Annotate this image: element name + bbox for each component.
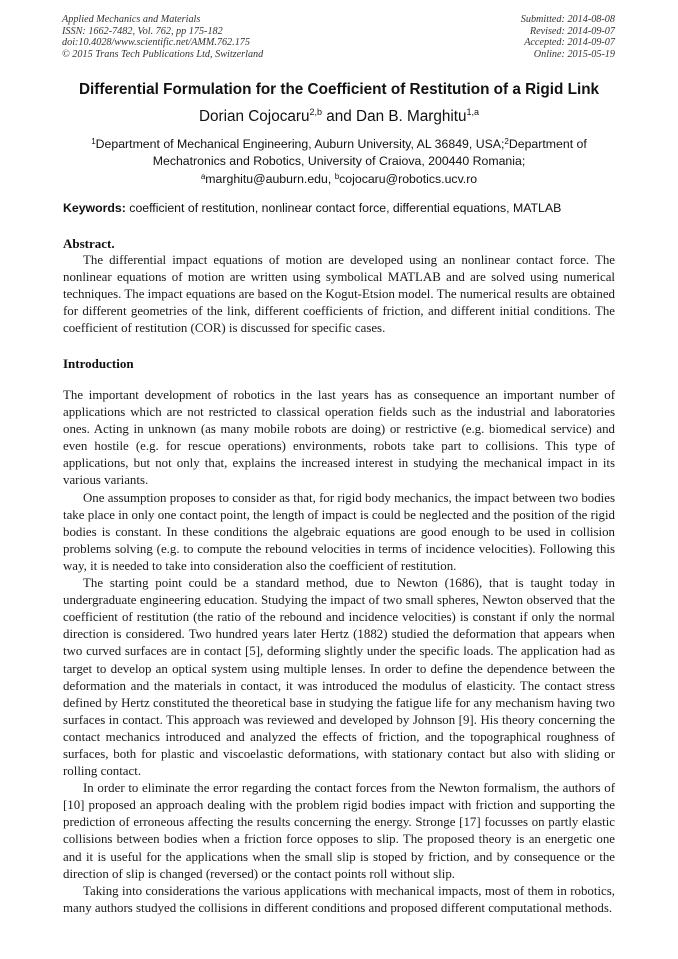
- online-date: Online: 2015-05-19: [533, 48, 615, 60]
- paragraph: Taking into considerations the various applications with mechanical impacts, most of them in robotics, many authors studyed the collisions in different conditions and proposed different computational methods.: [63, 883, 615, 915]
- abstract-body: [63, 252, 615, 337]
- affiliation-marker: 1: [91, 137, 96, 146]
- accepted-date: Accepted: 2014-09-07: [524, 37, 615, 49]
- affiliation-auburn: Department of Mechanical Engineering, Auburn University, AL 36849, USA;: [95, 137, 505, 151]
- keywords-text: coefficient of restitution, nonlinear contact force, differential equations, MATLAB: [125, 201, 562, 215]
- email-link[interactable]: cojocaru@robotics.ucv.ro: [339, 172, 478, 186]
- submitted-date: Submitted: 2014-08-08: [520, 14, 615, 25]
- abstract-paragraph: The differential impact equations of motion are developed using an nonlinear contact force. The nonlinear equations of motion are written using symbolical MATLAB and are solved using numerical techniques. The impact equations are based on the Kogut-Etsion model. The numerical results are obtained for different geometries of the link, different coefficients of friction, and different initial conditions. The coefficient of restitution (COR) is discussed for specific cases.: [63, 253, 615, 336]
- author-affiliation-marker: 1,a: [466, 107, 480, 117]
- revised-date: Revised: 2014-09-07: [529, 25, 615, 37]
- doi-line: doi:10.4028/www.scientific.net/AMM.762.175: [62, 37, 250, 49]
- abstract-heading: Abstract.: [63, 236, 115, 251]
- copyright-line: © 2015 Trans Tech Publications Ltd, Switzerland: [62, 48, 264, 60]
- email-marker: b: [334, 172, 340, 181]
- affiliation-craiova: Department of Mechatronics and Robotics, University of Craiova, 200440 Romania;: [152, 137, 587, 168]
- paragraph: The important development of robotics in the last years has as consequence an important number of applications which are not restricted to classical operation fields such as the industrial and laboratories ones. Acting in unknown (as many mobile robots are doing) or restrictive (e.g. biomedical service) and even hostile (e.g. for rescue operations) environments, robots take part to collisions. This type of applications, but not only that, explains the increased interest in studying the mechanical impact in its various variants.: [63, 388, 615, 488]
- author-conjunction: and: [321, 108, 357, 125]
- paragraph: The starting point could be a standard method, due to Newton (1686), that is taught today in undergraduate engineering education. Studying the impact of two small spheres, Newton observed that the coefficient of restitution (the ratio of the rebound and incidence velocities) is constant if only the normal direction is considered. Two hundred years later Hertz (1882) studied the deformation that appears when two curved surfaces are in contact [5], deforming slightly under the specific loads. The application had as target to develop an optical system using multiple lenses. In order to define the dependence between the deformation and the materials in contact, it was introduced the modulus of elasticity. The contact stress defined by Hertz constituted the theoretical base in studying the fatigue life for any mechanism having two surfaces in contact. This approach was reviewed and developed by Johnson [9]. His theory concerning the contact mechanics introduced and analyzed the effects of friction, and the topographical roughness of surfaces, both for plastic and viscoelastic deformations, with stationary contact but also with sliding or rolling contact.: [63, 576, 615, 779]
- journal-info: [62, 14, 263, 60]
- paper-title: Differential Formulation for the Coefficient of Restitution of a Rigid Link: [78, 81, 600, 98]
- affiliations: [78, 133, 600, 170]
- keywords-label: Keywords:: [63, 201, 126, 215]
- journal-name: Applied Mechanics and Materials: [62, 14, 201, 25]
- email-link[interactable]: marghitu@auburn.edu,: [205, 172, 335, 186]
- author-affiliation-marker: 2,b: [309, 107, 322, 117]
- publication-dates: [521, 14, 615, 60]
- introduction-body: [63, 387, 615, 917]
- issn-line: ISSN: 1662-7482, Vol. 762, pp 175-182: [62, 25, 223, 37]
- author-name: Dorian Cojocaru: [198, 108, 310, 125]
- introduction-heading: Introduction: [63, 356, 134, 371]
- author-name: Dan B. Marghitu: [356, 108, 467, 125]
- email-marker: a: [200, 172, 206, 181]
- author-emails: [0, 172, 678, 186]
- paragraph: In order to eliminate the error regarding the contact forces from the Newton formalism, the authors of [10] proposed an approach dealing with the problem rigid bodies impact with friction and supporting the prediction of erroneous affecting the results concerning the energy. Stronge [17] focusses on partly elastic collisions between bodies when a friction force opposes to slip. The proposed theory is an energetic one and it is useful for the applications when the small slip is stoped by friction, and by consequence or the direction of slip is changed (reversed) or the contact points roll without slip.: [63, 781, 615, 881]
- paragraph: One assumption proposes to consider as that, for rigid body mechanics, the impact between two bodies take place in only one contact point, the length of impact is could be neglected and the position of the rigid bodies is constant. In these conditions the algebraic equations are good enough to be used in collision problems solving (e.g. to compute the rebound velocities in terms of incidence velocities). Following this way, it is needed to take into consideration also the coefficient of restitution.: [63, 490, 615, 573]
- author-line: [0, 107, 678, 126]
- affiliation-marker: 2: [504, 137, 509, 146]
- keywords: [63, 201, 623, 215]
